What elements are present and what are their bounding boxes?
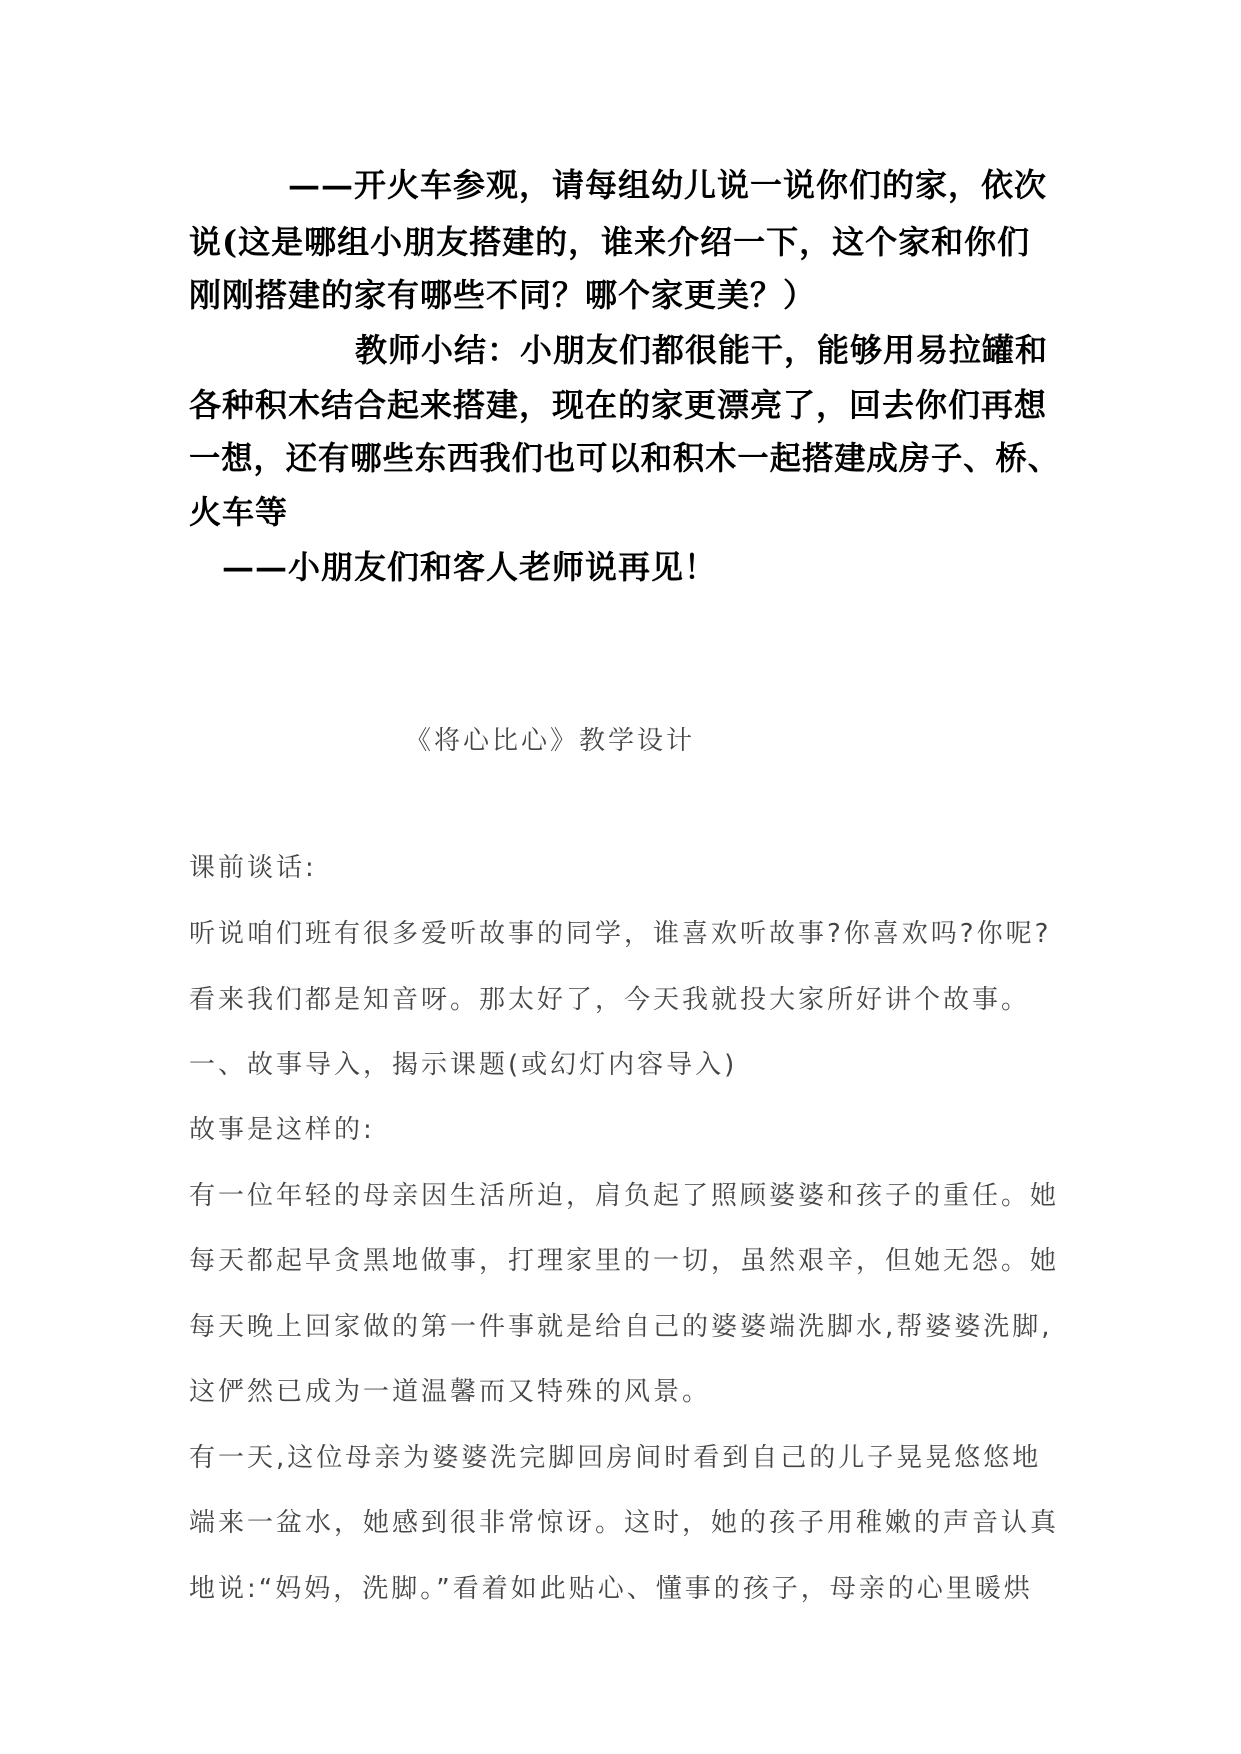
paragraph-line: 听说咱们班有很多爱听故事的同学，谁喜欢听故事?你喜欢吗?你呢?: [189, 919, 1052, 949]
paragraph-line: 每天都起早贪黑地做事，打理家里的一切，虽然艰辛，但她无怨。她: [189, 1246, 1060, 1276]
paragraph-line: 每天晚上回家做的第一件事就是给自己的婆婆端洗脚水,帮婆婆洗脚,: [189, 1312, 1053, 1342]
paragraph-line: ——开火车参观，请每组幼儿说一说你们的家，依次: [288, 166, 1048, 204]
paragraph-line: 这俨然已成为一道温馨而又特殊的风景。: [189, 1377, 712, 1407]
paragraph-line: 一想，还有哪些东西我们也可以和积木一起搭建成房子、桥、: [189, 439, 1061, 477]
paragraph-line: 刚刚搭建的家有哪些不同？哪个家更美？）: [189, 276, 817, 314]
paragraph-line: 课前谈话:: [189, 853, 317, 883]
paragraph-line: 火车等: [189, 493, 289, 531]
document-title: 《将心比心》教学设计: [405, 726, 696, 756]
paragraph-line: 地说:“妈妈，洗脚。”看着如此贴心、懂事的孩子，母亲的心里暖烘: [189, 1574, 1033, 1604]
paragraph-line: 教师小结：小朋友们都很能干，能够用易拉罐和: [355, 331, 1049, 369]
paragraph-line: 看来我们都是知音呀。那太好了，今天我就投大家所好讲个故事。: [189, 985, 1031, 1015]
paragraph-line: ——小朋友们和客人老师说再见！: [222, 548, 718, 586]
paragraph-line: 端来一盆水，她感到很非常惊讶。这时，她的孩子用稚嫩的声音认真: [189, 1508, 1060, 1538]
paragraph-line: 有一位年轻的母亲因生活所迫，肩负起了照顾婆婆和孩子的重任。她: [189, 1181, 1060, 1211]
paragraph-line: 一、故事导入，揭示课题(或幻灯内容导入): [189, 1050, 738, 1080]
paragraph-line: 故事是这样的:: [189, 1115, 375, 1145]
paragraph-line: 有一天,这位母亲为婆婆洗完脚回房间时看到自己的儿子晃晃悠悠地: [189, 1443, 1042, 1473]
paragraph-line: 各种积木结合起来搭建，现在的家更漂亮了，回去你们再想: [189, 386, 1048, 424]
paragraph-line: 说(这是哪组小朋友搭建的，谁来介绍一下，这个家和你们: [189, 223, 1031, 261]
